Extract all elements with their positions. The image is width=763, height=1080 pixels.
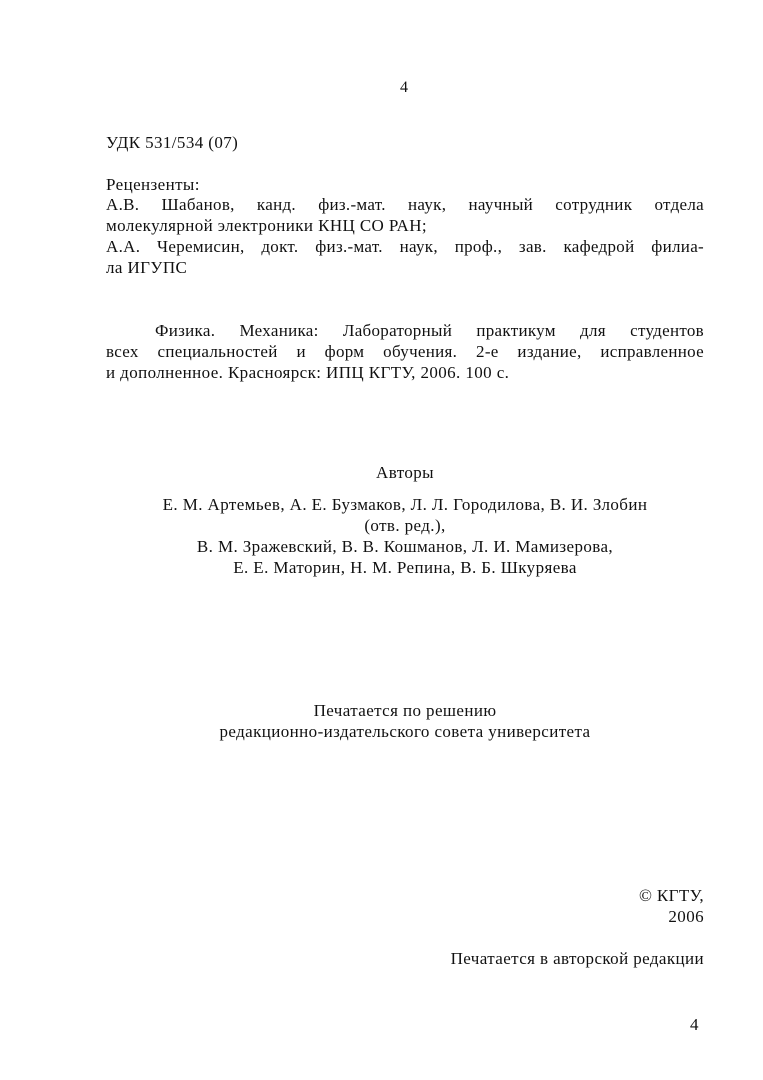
udk-code: УДК 531/534 (07) xyxy=(106,133,239,152)
citation-line: Физика. Механика: Лабораторный практикум для студентов xyxy=(155,321,704,340)
reviewers-title: Рецензенты: xyxy=(106,175,200,194)
author-line: (отв. ред.), xyxy=(364,516,446,535)
publication-note-line: Печатается по решению xyxy=(313,701,497,720)
reviewer-line: А.А. Черемисин, докт. физ.-мат. наук, проф., зав. кафедрой филиа- xyxy=(106,237,704,256)
author-line: Е. М. Артемьев, А. Е. Бузмаков, Л. Л. Городилова, В. И. Злобин xyxy=(162,495,648,514)
author-line: Е. Е. Маторин, Н. М. Репина, В. Б. Шкуряева xyxy=(233,558,577,577)
reviewer-line: молекулярной электроники КНЦ СО РАН; xyxy=(106,216,428,235)
authors-title: Авторы xyxy=(376,463,434,482)
author-line: В. М. Зражевский, В. В. Кошманов, Л. И. Мамизерова, xyxy=(196,537,614,556)
page-number-bottom: 4 xyxy=(690,1015,699,1034)
reviewer-line: ла ИГУПС xyxy=(106,258,188,277)
copyright-year: 2006 xyxy=(668,907,704,926)
reviewer-line: А.В. Шабанов, канд. физ.-мат. наук, научный сотрудник отдела xyxy=(106,195,704,214)
citation-line: всех специальностей и форм обучения. 2-е издание, исправленное xyxy=(106,342,704,361)
publication-note-line: редакционно-издательского совета университета xyxy=(219,722,591,741)
copyright-holder: © КГТУ, xyxy=(638,886,704,905)
page-number-top: 4 xyxy=(400,79,408,96)
citation-line: и дополненное. Красноярск: ИПЦ КГТУ, 2006. 100 с. xyxy=(106,363,510,382)
editorial-note: Печатается в авторской редакции xyxy=(450,949,704,968)
